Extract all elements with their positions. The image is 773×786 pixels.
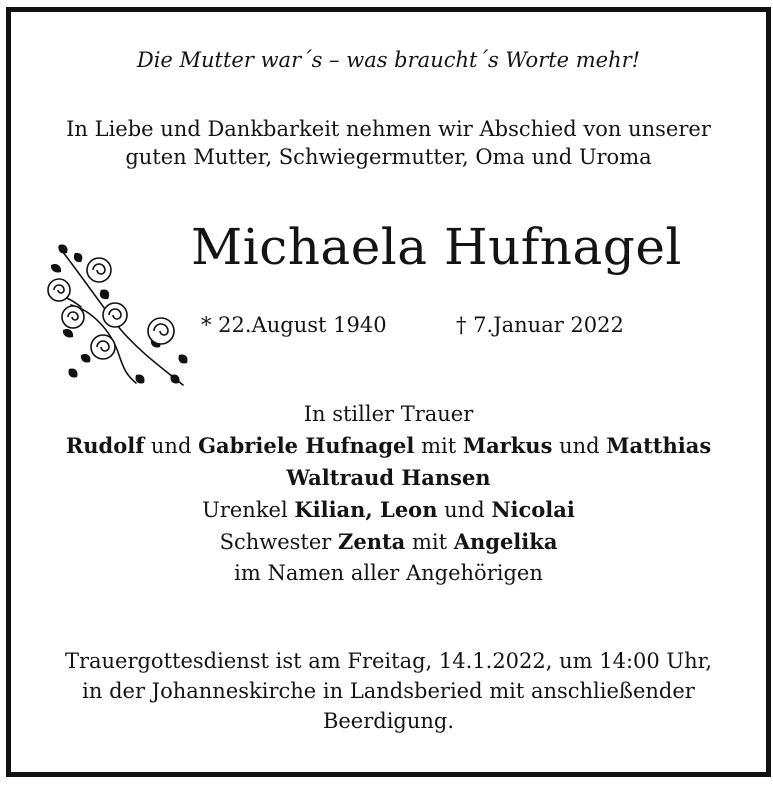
death-date: † 7.Januar 2022: [456, 313, 624, 337]
name-markus: Markus: [462, 433, 553, 458]
conjunction: und: [437, 498, 492, 522]
intro-line-2: guten Mutter, Schwiegermutter, Oma und Uroma: [125, 145, 652, 169]
name-gabriele: Gabriele Hufnagel: [198, 433, 415, 458]
conjunction: und: [144, 434, 199, 458]
name-waltraud: Waltraud Hansen: [286, 465, 491, 490]
name-angelika: Angelika: [453, 529, 558, 554]
intro-line-1: In Liebe und Dankbarkeit nehmen wir Abschied von unserer: [66, 117, 711, 141]
name-zenta: Zenta: [338, 529, 406, 554]
obituary-frame: [6, 7, 771, 777]
notice-line-2: in der Johanneskirche in Landsberied mit anschließender: [82, 679, 695, 703]
notice-line-3: Beerdigung.: [322, 709, 455, 733]
rose-branch-icon: [41, 235, 191, 390]
mourners-heading: In stiller Trauer: [303, 402, 474, 426]
name-matthias: Matthias: [606, 433, 712, 458]
mourners-row-1: [11, 430, 766, 462]
relation-label: Schwester: [219, 530, 339, 554]
relation-label: Urenkel: [202, 498, 295, 522]
mourners-block: [11, 399, 766, 589]
notice-line-1: Trauergottesdienst ist am Freitag, 14.1.2022, um 14:00 Uhr,: [64, 649, 713, 673]
conjunction: und: [552, 434, 607, 458]
mourners-row-3: [11, 494, 766, 526]
name-nicolai: Nicolai: [491, 497, 575, 522]
name-kilian-leon: Kilian, Leon: [294, 497, 438, 522]
name-rudolf: Rudolf: [65, 433, 145, 458]
birth-date: * 22.August 1940: [201, 313, 387, 337]
deceased-name: Michaela Hufnagel: [191, 218, 682, 276]
mourners-row-5: im Namen aller Angehörigen: [234, 561, 543, 585]
conjunction: mit: [405, 530, 454, 554]
intro-text: [11, 115, 766, 171]
service-notice: [11, 646, 766, 736]
motto: Die Mutter war´s – was braucht´s Worte mehr!: [136, 48, 641, 72]
mourners-row-4: [11, 526, 766, 558]
conjunction: mit: [414, 434, 463, 458]
mourners-row-2: [11, 462, 766, 494]
